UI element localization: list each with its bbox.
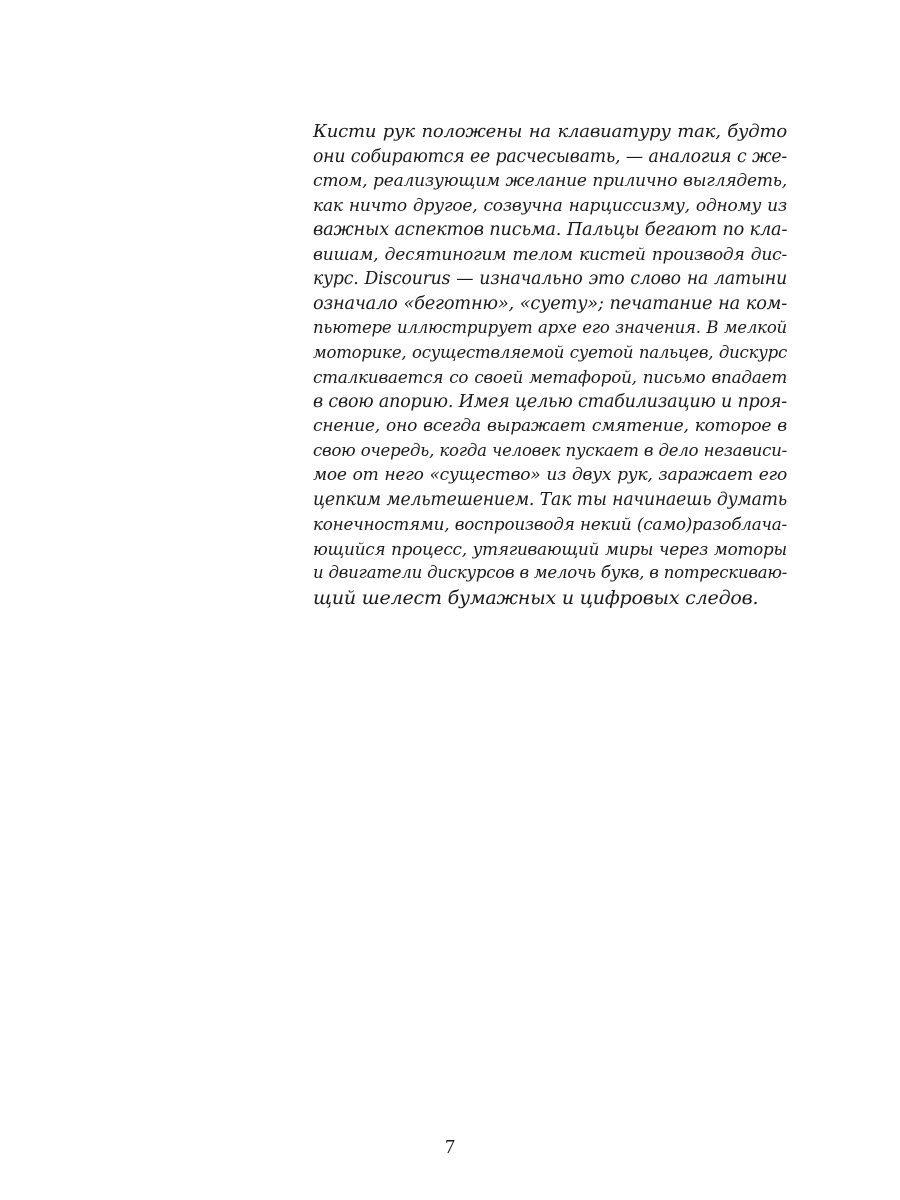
text-line: курс. Discourus — изначально это слово на латыни	[313, 269, 787, 289]
text-line: моторике, осуществляемой суетой пальцев, дискурс	[313, 342, 787, 362]
text-line: и двигатели дискурсов в мелочь букв, в потрескиваю-	[313, 563, 788, 582]
text-line: они собираются ее расчесывать, — аналогия с же-	[313, 146, 787, 167]
text-line: цепким мельтешением. Так ты начинаешь думать	[313, 489, 787, 510]
text-line: вишам, десятиногим телом кистей производя дис-	[313, 244, 787, 265]
text-line: Кисти рук положены на клавиатуру так, будто	[313, 121, 787, 142]
text-line: свою очередь, когда человек пускает в дело независи-	[313, 440, 787, 460]
text-line: мое от него «существо» из двух рук, заражает его	[313, 465, 787, 485]
text-line: в свою апорию. Имея целью стабилизацию и проя-	[313, 391, 787, 412]
text-line: конечностями, воспроизводя некий (само)разоблача-	[313, 514, 787, 534]
text-line: означало «беготню», «суету»; печатание на ком-	[313, 293, 787, 314]
text-line: стом, реализующим желание прилично выглядеть,	[313, 171, 787, 191]
text-line: как ничто другое, созвучна нарциссизму, одному из	[313, 195, 787, 216]
page-number: 7	[445, 1136, 455, 1158]
text-line: ющийся процесс, утягивающий миры через моторы	[313, 538, 787, 559]
text-line: пьютере иллюстрирует архе его значения. В мелкой	[313, 318, 787, 337]
text-line: сталкивается со своей метафорой, письмо впадает	[313, 367, 787, 387]
text-line-last: щий шелест бумажных и цифровых следов.	[313, 586, 759, 609]
paragraph	[313, 120, 787, 610]
text-line: важных аспектов письма. Пальцы бегают по кла-	[313, 220, 788, 240]
text-line: снение, оно всегда выражает смятение, которое в	[313, 416, 787, 436]
